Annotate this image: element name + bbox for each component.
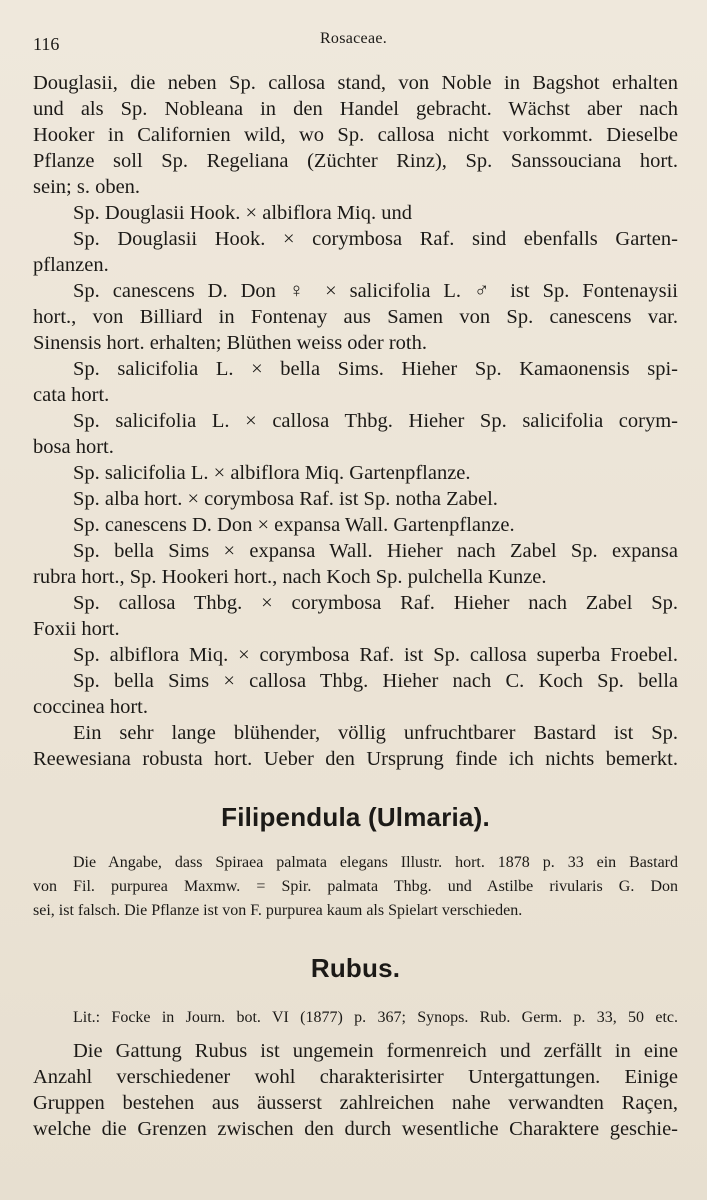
text-line: rubra hort., Sp. Hookeri hort., nach Koch Sp. pulchella Kunze.	[33, 566, 547, 588]
page-body	[33, 70, 678, 1142]
text-line: Sp. bella Sims × expansa Wall. Hieher nach Zabel Sp. expansa	[73, 540, 678, 562]
text-line: Sp. callosa Thbg. × corymbosa Raf. Hieher nach Zabel Sp.	[73, 592, 678, 614]
text-line: bosa hort.	[33, 436, 114, 458]
text-line: Sp. alba hort. × corymbosa Raf. ist Sp. notha Zabel.	[73, 488, 498, 510]
text-line: Sp. Douglasii Hook. × albiflora Miq. und	[73, 202, 412, 224]
text-line: sei, ist falsch. Die Pflanze ist von F. purpurea kaum als Spielart verschieden.	[33, 902, 523, 919]
text-line: Die Gattung Rubus ist ungemein formenreich und zerfällt in eine	[73, 1040, 678, 1062]
text-line: Sp. salicifolia L. × callosa Thbg. Hieher Sp. salicifolia corym-	[73, 410, 678, 432]
literature-reference: Lit.: Focke in Journ. bot. VI (1877) p. 367; Synops. Rub. Germ. p. 33, 50 etc.	[73, 1009, 678, 1026]
text-line: Foxii hort.	[33, 618, 120, 640]
text-line: pflanzen.	[33, 254, 109, 276]
page-header	[0, 30, 707, 56]
filipendula-heading: Filipendula (Ulmaria).	[221, 802, 490, 832]
text-line: Gruppen bestehen aus äusserst zahlreichen nahe verwandten Raçen,	[33, 1092, 678, 1114]
rubus-heading: Rubus.	[310, 953, 401, 983]
text-line: Reewesiana robusta hort. Ueber den Ursprung finde ich nichts bemerkt.	[33, 748, 678, 770]
text-line: von Fil. purpurea Maxmw. = Spir. palmata Thbg. und Astilbe rivularis G. Don	[33, 878, 678, 895]
text-line: hort., von Billiard in Fontenay aus Samen von Sp. canescens var.	[33, 306, 678, 328]
text-line: und als Sp. Nobleana in den Handel gebracht. Wächst aber nach	[33, 98, 678, 120]
text-line: sein; s. oben.	[33, 176, 141, 198]
text-line: cata hort.	[33, 384, 110, 406]
text-line: Sp. salicifolia L. × albiflora Miq. Gartenpflanze.	[73, 462, 471, 484]
text-line: Hooker in Californien wild, wo Sp. callosa nicht vorkommt. Dieselbe	[33, 124, 678, 146]
text-line: Douglasii, die neben Sp. callosa stand, von Noble in Bagshot erhalten	[33, 72, 678, 94]
text-line: Sinensis hort. erhalten; Blüthen weiss oder roth.	[33, 332, 427, 354]
text-line: Sp. salicifolia L. × bella Sims. Hieher Sp. Kamaonensis spi-	[73, 358, 678, 380]
text-line: Ein sehr lange blühender, völlig unfruchtbarer Bastard ist Sp.	[73, 722, 678, 744]
text-line: Anzahl verschiedener wohl charakterisirter Untergattungen. Einige	[33, 1066, 678, 1088]
filipendula-paragraph	[33, 851, 678, 923]
text-line: Sp. bella Sims × callosa Thbg. Hieher nach C. Koch Sp. bella	[73, 670, 678, 692]
running-head: Rosaceae.	[319, 30, 388, 47]
page-number: 116	[33, 34, 60, 54]
text-line: coccinea hort.	[33, 696, 148, 718]
text-line: Sp. albiflora Miq. × corymbosa Raf. ist Sp. callosa superba Froebel.	[73, 644, 678, 666]
text-line: Die Angabe, dass Spiraea palmata elegans Illustr. hort. 1878 p. 33 ein Bastard	[73, 854, 678, 871]
rubus-paragraph	[33, 1038, 678, 1142]
text-line: Pflanze soll Sp. Regeliana (Züchter Rinz), Sp. Sanssouciana hort.	[33, 150, 678, 172]
text-line: Sp. Douglasii Hook. × corymbosa Raf. sind ebenfalls Garten-	[73, 228, 678, 250]
hybrid-list-section	[33, 70, 678, 772]
text-line: welche die Grenzen zwischen den durch wesentliche Charaktere geschie-	[33, 1118, 678, 1140]
text-line: Sp. canescens D. Don × expansa Wall. Gartenpflanze.	[73, 514, 515, 536]
text-line: Sp. canescens D. Don ♀ × salicifolia L. ♂ ist Sp. Fontenaysii	[73, 280, 678, 302]
